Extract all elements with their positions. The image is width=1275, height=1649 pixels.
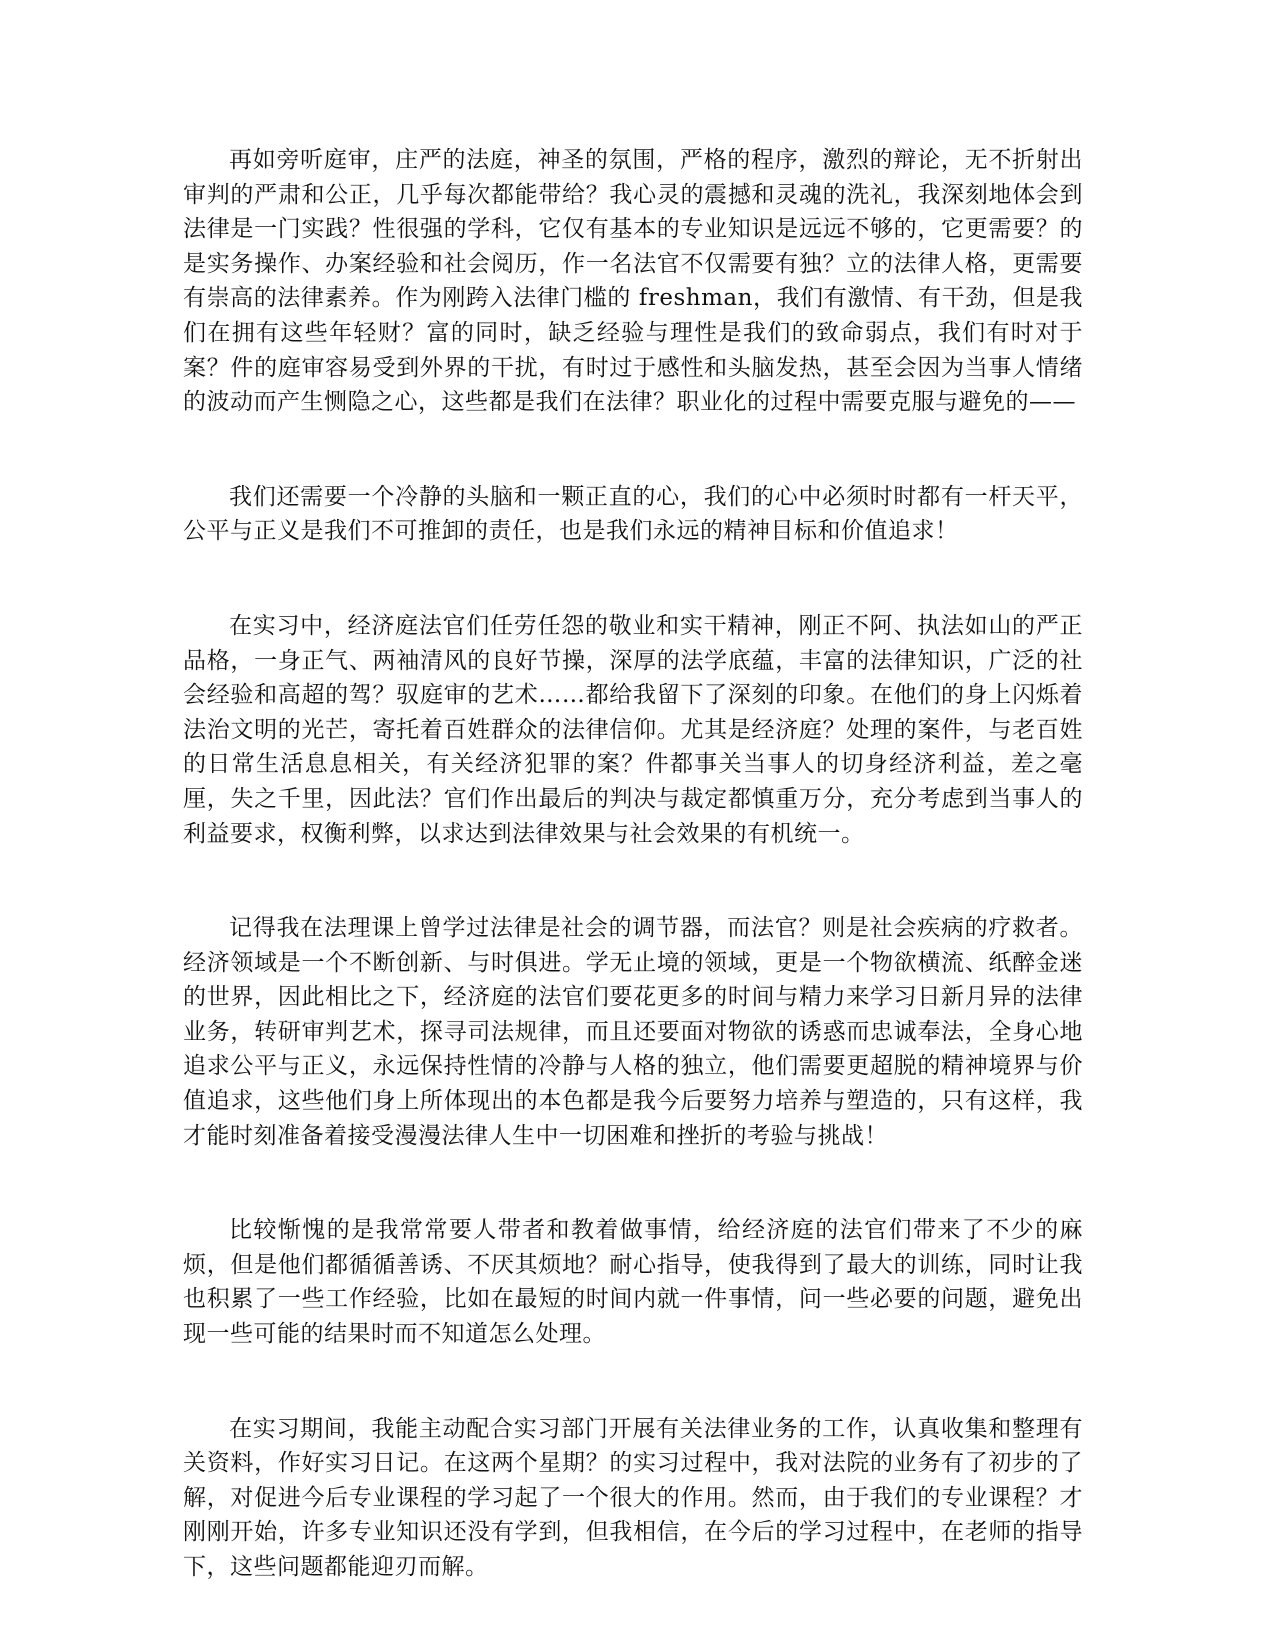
paragraph-summary: 在实习期间，我能主动配合实习部门开展有关法律业务的工作，认真收集和整理有关资料，作好实习日记。在这两个星期？的实习过程中，我对法院的业务有了初步的了解，对促进今后专业课程的学习起了一个很大的作用。然而，由于我们的专业课程？才刚刚开始，许多专业知识还没有学到，但我相信，在今后的学习过程中，在老师的指导下，这些问题都能迎刃而解。: [183, 1415, 1083, 1580]
paragraph-calm-mind: 我们还需要一个冷静的头脑和一颗正直的心，我们的心中必须时时都有一杆天平，公平与正义是我们不可推卸的责任，也是我们永远的精神目标和价值追求！: [183, 483, 1083, 545]
document-page: [183, 143, 1083, 1585]
paragraph-internship-judges: 在实习中，经济庭法官们任劳任怨的敬业和实干精神，刚正不阿、执法如山的严正品格，一身正气、两袖清风的良好节操，深厚的法学底蕴，丰富的法律知识，广泛的社会经验和高超的驾？驭庭审的艺术……都给我留下了深刻的印象。在他们的身上闪烁着法治文明的光芒，寄托着百姓群众的法律信仰。尤其是经济庭？处理的案件，与老百姓的日常生活息息相关，有关经济犯罪的案？件都事关当事人的切身经济利益，差之毫厘，失之千里，因此法？官们作出最后的判决与裁定都慎重万分，充分考虑到当事人的利益要求，权衡利弊，以求达到法律效果与社会效果的有机统一。: [183, 612, 1083, 847]
paragraph-jurisprudence: 记得我在法理课上曾学过法律是社会的调节器，而法官？则是社会疾病的疗救者。经济领域是一个不断创新、与时俱进。学无止境的领域，更是一个物欲横流、纸醉金迷的世界，因此相比之下，经济庭的法官们要花更多的时间与精力来学习日新月异的法律业务，转研审判艺术，探寻司法规律，而且还要面对物欲的诱惑而忠诚奉法，全身心地追求公平与正义，永远保持性情的冷静与人格的独立，他们需要更超脱的精神境界与价值追求，这些他们身上所体现出的本色都是我今后要努力培养与塑造的，只有这样，我才能时刻准备着接受漫漫法律人生中一切困难和挫折的考验与挑战！: [183, 915, 1083, 1149]
paragraph-hearing: 再如旁听庭审，庄严的法庭，神圣的氛围，严格的程序，激烈的辩论，无不折射出审判的严肃和公正，几乎每次都能带给？我心灵的震撼和灵魂的洗礼，我深刻地体会到法律是一门实践？性很强的学科，它仅有基本的专业知识是远远不够的，它更需要？的是实务操作、办案经验和社会阅历，作一名法官不仅需要有独？立的法律人格，更需要有崇高的法律素养。作为刚跨入法律门槛的 freshman，我们有激情、有干劲，但是我们在拥有这些年轻财？富的同时，缺乏经验与理性是我们的致命弱点，我们有时对于案？件的庭审容易受到外界的干扰，有时过于感性和头脑发热，甚至会因为当事人情绪的波动而产生恻隐之心，这些都是我们在法律？职业化的过程中需要克服与避免的——: [183, 147, 1083, 416]
paragraph-gratitude: 比较惭愧的是我常常要人带者和教着做事情，给经济庭的法官们带来了不少的麻烦，但是他们都循循善诱、不厌其烦地？耐心指导，使我得到了最大的训练，同时让我也积累了一些工作经验，比如在最短的时间内就一件事情，问一些必要的问题，避免出现一些可能的结果时而不知道怎么处理。: [183, 1217, 1083, 1348]
